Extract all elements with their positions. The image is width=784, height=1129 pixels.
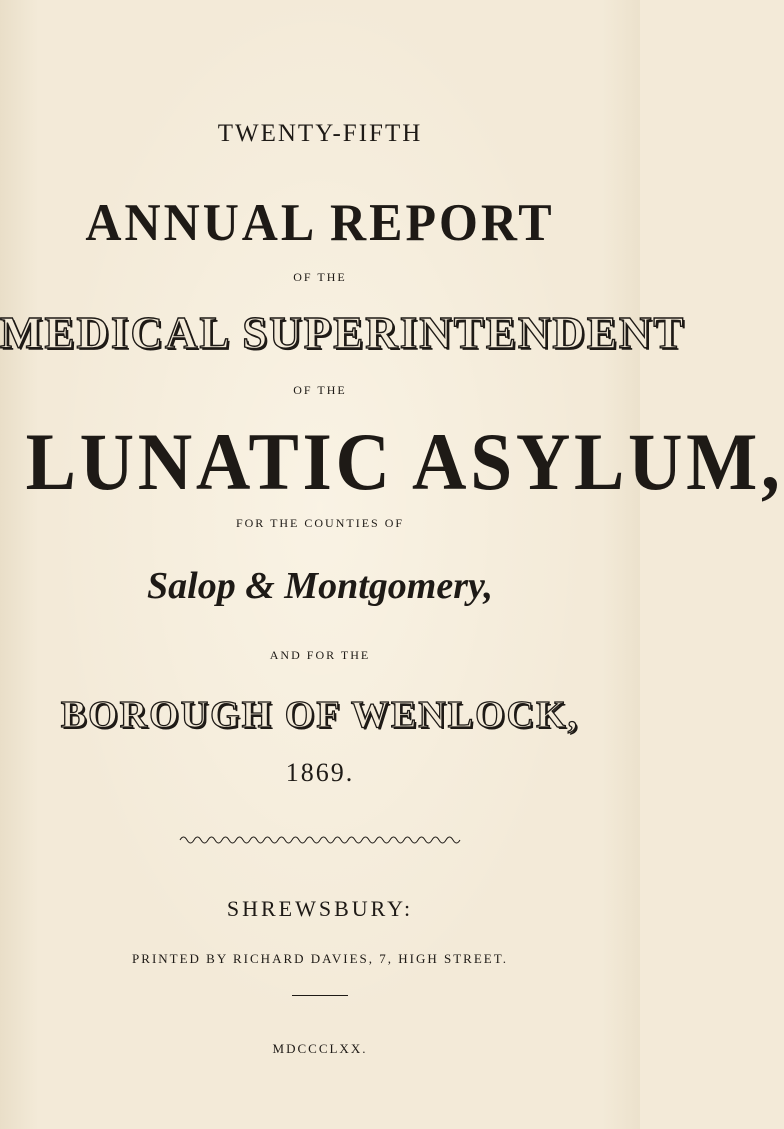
officer-title-text: MEDICAL SUPERINTENDENT: [0, 308, 686, 358]
imprint-date: MDCCCLXX.: [272, 1041, 368, 1056]
of-the-line-2: OF THE: [293, 383, 347, 397]
printer-line: PRINTED BY RICHARD DAVIES, 7, HIGH STREET.: [132, 951, 508, 966]
of-the-line-1: OF THE: [293, 270, 347, 284]
report-year: 1869.: [285, 758, 355, 787]
for-counties-line: FOR THE COUNTIES OF: [235, 516, 405, 530]
counties-names: Salop & Montgomery,: [147, 565, 493, 607]
imprint-place: SHREWSBURY:: [226, 896, 414, 921]
and-for-line: AND FOR THE: [269, 648, 371, 662]
ordinal-heading: TWENTY-FIFTH: [217, 120, 423, 147]
institution-title: LUNATIC ASYLUM,: [25, 416, 784, 507]
borough-title-text: BOROUGH OF WENLOCK,: [60, 694, 580, 736]
wavy-rule-ornament: [180, 832, 460, 848]
borough-title: [0, 693, 640, 737]
officer-title: [0, 307, 686, 359]
report-title: ANNUAL REPORT: [85, 192, 555, 252]
short-rule: [292, 995, 348, 996]
